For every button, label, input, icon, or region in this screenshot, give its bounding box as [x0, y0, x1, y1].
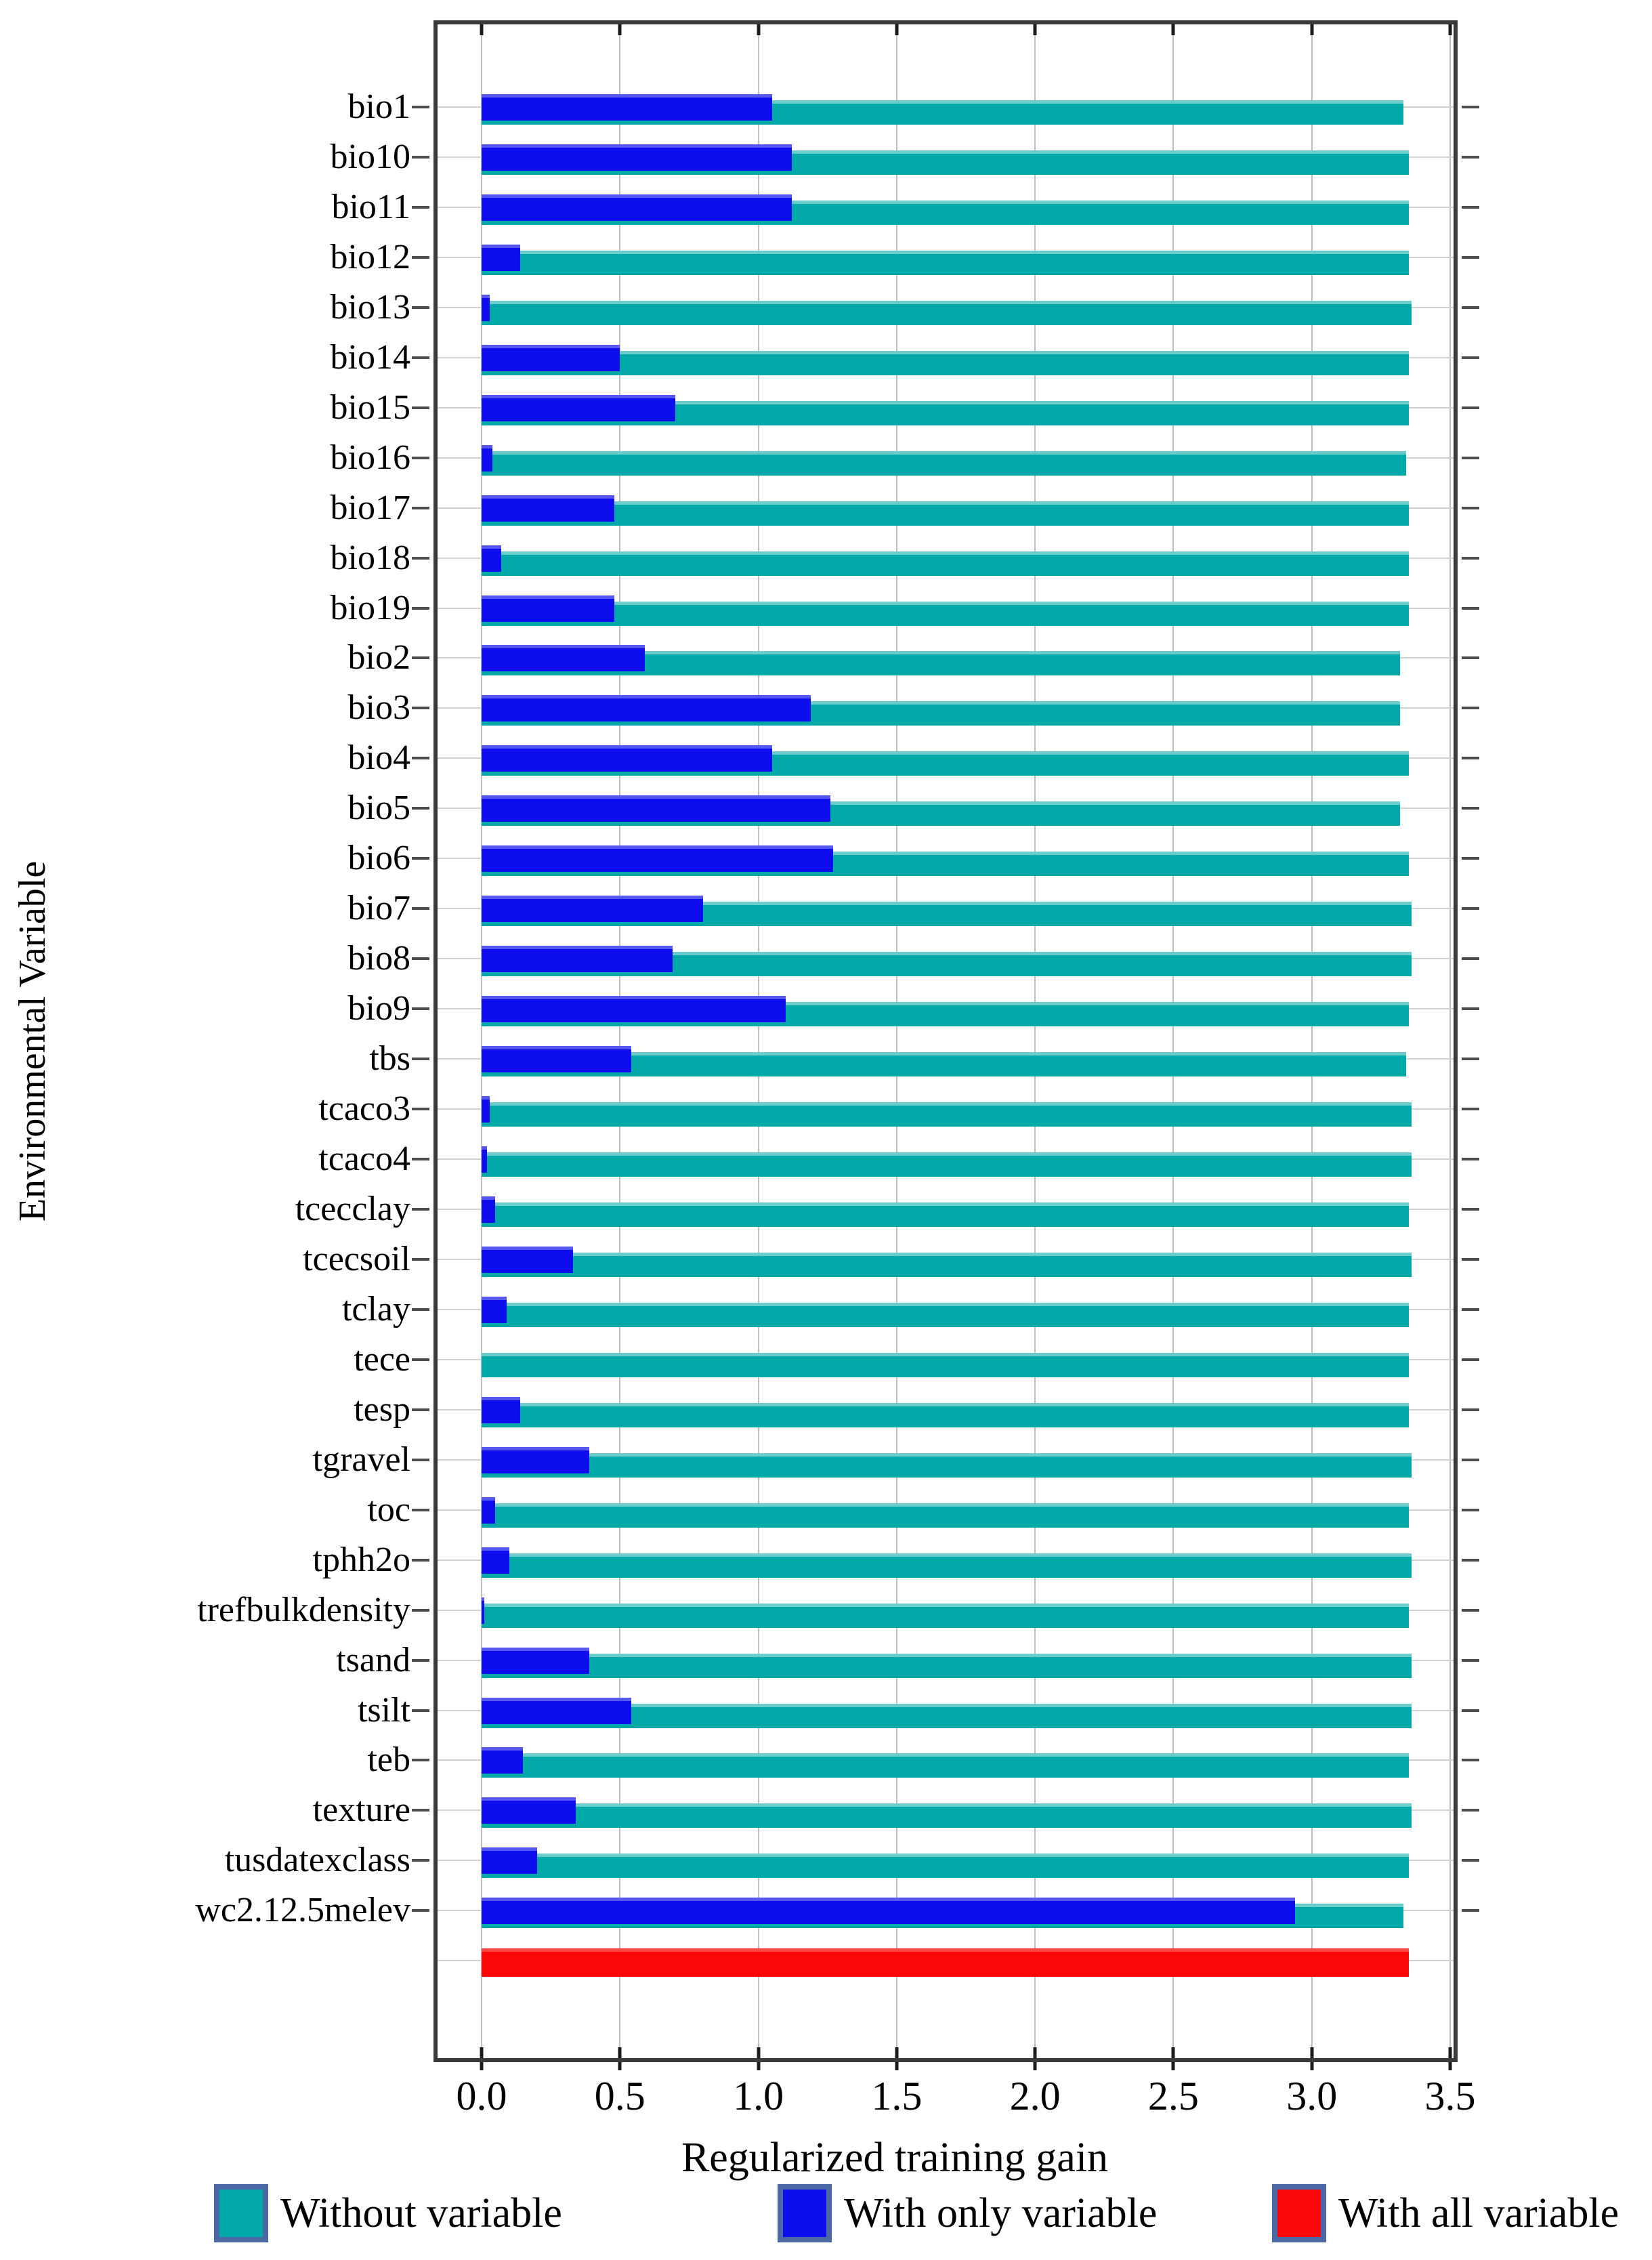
with-only-variable-bar	[482, 1397, 520, 1423]
chart-row	[312, 1540, 1454, 1590]
y-tick-mark-left	[412, 1308, 429, 1311]
y-tick-mark-left	[412, 457, 429, 459]
with-only-variable-bar	[482, 495, 614, 522]
without-variable-bar	[482, 1303, 1409, 1327]
chart-row	[347, 788, 1454, 838]
row-label: tgravel	[312, 1440, 410, 1479]
y-tick-mark-left	[412, 507, 429, 509]
without-variable-bar	[482, 1753, 1409, 1778]
x-tick-mark	[895, 2062, 898, 2070]
y-tick-mark-left	[412, 306, 429, 309]
x-tick-mark	[480, 2062, 484, 2070]
row-label: bio8	[347, 939, 410, 978]
row-label: tbs	[369, 1039, 410, 1079]
without-variable-bar	[482, 1604, 1409, 1628]
chart-row	[347, 838, 1454, 888]
with-all-variable-bar	[482, 1948, 1409, 1977]
y-tick-mark-right	[1462, 1509, 1479, 1511]
row-label: tcaco3	[318, 1089, 410, 1129]
chart-row	[347, 938, 1454, 988]
without-variable-bar	[482, 1854, 1409, 1878]
row-label: bio11	[331, 187, 410, 226]
with-only-variable-bar	[482, 1797, 576, 1824]
with-only-variable-bar	[482, 1046, 631, 1072]
x-tick-label: 0.0	[456, 2074, 507, 2118]
y-tick-mark-right	[1462, 1058, 1479, 1060]
with-only-variable-bar	[482, 445, 492, 472]
row-label: wc2.12.5melev	[195, 1891, 410, 1930]
y-tick-mark-right	[1462, 607, 1479, 610]
chart-row	[438, 1940, 1454, 1990]
without-variable-bar	[482, 351, 1409, 375]
y-tick-mark-right	[1462, 1007, 1479, 1010]
legend-label: With only variable	[844, 2190, 1158, 2236]
y-tick-mark-right	[1462, 1358, 1479, 1361]
row-label: tcaco4	[318, 1139, 410, 1179]
x-tick-mark	[480, 24, 484, 35]
chart-row	[347, 738, 1454, 788]
without-variable-bar	[482, 251, 1409, 275]
with-only-variable-bar	[482, 1297, 507, 1323]
with-only-variable-bar	[482, 1096, 490, 1123]
row-label: toc	[367, 1490, 410, 1529]
row-label: bio12	[330, 237, 410, 276]
y-tick-mark-right	[1462, 557, 1479, 560]
with-only-variable-bar	[482, 1747, 523, 1774]
with-only-variable-bar	[482, 1447, 589, 1473]
with-only-variable-bar	[482, 645, 645, 671]
chart-row	[354, 1389, 1454, 1440]
x-tick-mark	[1449, 24, 1452, 35]
row-label: tsand	[336, 1640, 410, 1679]
chart-row	[347, 87, 1454, 137]
with-only-variable-bar	[482, 896, 703, 922]
x-tick-label: 1.0	[733, 2074, 784, 2118]
with-only-variable-bar	[482, 996, 786, 1022]
chart-row	[318, 1139, 1454, 1189]
y-tick-mark-left	[412, 957, 429, 960]
y-tick-mark-right	[1462, 507, 1479, 509]
with-only-variable-bar	[482, 1847, 537, 1874]
y-tick-mark-right	[1462, 907, 1479, 910]
without-variable-bar	[482, 1803, 1412, 1828]
chart-row	[224, 1840, 1454, 1890]
row-label: bio16	[330, 438, 410, 477]
x-tick-mark	[757, 2062, 760, 2070]
without-variable-bar	[482, 551, 1409, 576]
y-tick-mark-right	[1462, 256, 1479, 259]
y-tick-mark-left	[412, 1809, 429, 1812]
chart-row	[357, 1690, 1454, 1740]
row-label: bio18	[330, 538, 410, 577]
with-only-variable-bar	[482, 1247, 573, 1273]
without-variable-bar	[482, 1353, 1409, 1377]
legend-item-with-only-variable	[778, 2184, 1157, 2242]
y-tick-mark-left	[412, 1408, 429, 1411]
y-tick-mark-left	[412, 406, 429, 409]
y-tick-mark-right	[1462, 306, 1479, 309]
row-label: bio13	[330, 287, 410, 327]
with-only-variable-bar	[482, 745, 772, 772]
row-label: bio1	[347, 87, 410, 126]
chart-row	[312, 1790, 1454, 1840]
chart-row	[330, 237, 1454, 287]
y-tick-mark-left	[412, 1058, 429, 1060]
without-variable-bar	[482, 1503, 1409, 1528]
y-tick-mark-left	[412, 656, 429, 659]
y-tick-mark-right	[1462, 1709, 1479, 1712]
x-tick-mark	[1449, 2047, 1452, 2058]
chart-row	[369, 1039, 1454, 1089]
legend-item-with-all-variable	[1272, 2184, 1619, 2242]
chart-row	[347, 888, 1454, 938]
without-variable-bar	[482, 1253, 1412, 1277]
with-only-variable-bar	[482, 345, 620, 371]
y-tick-mark-left	[412, 907, 429, 910]
y-tick-mark-right	[1462, 356, 1479, 359]
with-only-variable-bar	[482, 595, 614, 622]
row-label: bio3	[347, 688, 410, 728]
legend-label: Without variable	[280, 2190, 562, 2236]
y-tick-mark-right	[1462, 457, 1479, 459]
row-label: tsilt	[357, 1690, 410, 1730]
y-tick-mark-right	[1462, 1809, 1479, 1812]
with-only-variable-bar	[482, 94, 772, 121]
chart-row	[354, 1339, 1454, 1389]
chart-row	[331, 187, 1454, 237]
y-tick-mark-right	[1462, 1308, 1479, 1311]
y-tick-mark-right	[1462, 1559, 1479, 1562]
y-tick-mark-left	[412, 857, 429, 860]
chart-row	[347, 988, 1454, 1039]
y-tick-mark-left	[412, 707, 429, 709]
with-only-variable-bar	[482, 545, 501, 572]
x-tick-label: 3.0	[1286, 2074, 1338, 2118]
with-only-variable-bar	[482, 946, 673, 972]
chart-row	[330, 438, 1454, 488]
x-tick-mark	[757, 24, 760, 35]
chart-row	[330, 337, 1454, 388]
chart-row	[318, 1089, 1454, 1139]
x-tick-mark	[757, 2047, 760, 2058]
y-tick-mark-right	[1462, 957, 1479, 960]
x-tick-label: 3.5	[1424, 2074, 1476, 2118]
chart-row	[347, 637, 1454, 688]
row-label: tesp	[354, 1389, 410, 1429]
y-tick-mark-left	[412, 1158, 429, 1160]
x-tick-mark	[895, 24, 898, 35]
without-variable-bar	[482, 1453, 1412, 1478]
y-tick-mark-right	[1462, 707, 1479, 709]
y-tick-mark-left	[412, 1609, 429, 1612]
chart-row	[330, 588, 1454, 638]
y-tick-mark-left	[412, 356, 429, 359]
row-label: texture	[312, 1791, 410, 1830]
row-label: tclay	[341, 1289, 410, 1328]
y-tick-mark-right	[1462, 807, 1479, 810]
with-only-variable-bar	[482, 245, 520, 271]
row-label: bio14	[330, 337, 410, 377]
x-tick-label: 1.5	[871, 2074, 923, 2118]
row-label: tcecclay	[295, 1189, 410, 1228]
row-label: bio9	[347, 989, 410, 1028]
without-variable-bar	[482, 1202, 1409, 1227]
y-tick-mark-right	[1462, 1408, 1479, 1411]
chart-row	[367, 1490, 1454, 1540]
chart-row	[303, 1239, 1454, 1289]
y-tick-mark-right	[1462, 1258, 1479, 1261]
with-only-variable-swatch-icon	[778, 2184, 832, 2242]
x-tick-mark	[1034, 2047, 1037, 2058]
without-variable-bar	[482, 501, 1409, 526]
with-only-variable-bar	[482, 1698, 631, 1724]
y-tick-mark-right	[1462, 206, 1479, 209]
x-tick-mark	[618, 2047, 622, 2058]
x-tick-mark	[618, 2062, 622, 2070]
y-tick-mark-right	[1462, 1609, 1479, 1612]
y-tick-mark-right	[1462, 1459, 1479, 1461]
y-tick-mark-right	[1462, 857, 1479, 860]
x-tick-mark	[1172, 2062, 1175, 2070]
row-label: tphh2o	[312, 1540, 410, 1579]
y-tick-mark-left	[412, 1208, 429, 1211]
y-tick-mark-left	[412, 607, 429, 610]
row-label: bio19	[330, 588, 410, 627]
row-label: bio10	[330, 137, 410, 176]
y-tick-mark-left	[412, 1358, 429, 1361]
y-tick-mark-right	[1462, 1859, 1479, 1862]
y-tick-mark-left	[412, 1709, 429, 1712]
x-tick-mark	[480, 2047, 484, 2058]
with-only-variable-bar	[482, 194, 792, 221]
x-tick-mark	[1172, 24, 1175, 35]
legend-item-without-variable	[214, 2184, 562, 2242]
y-tick-mark-right	[1462, 656, 1479, 659]
with-only-variable-bar	[482, 845, 833, 872]
y-tick-mark-right	[1462, 156, 1479, 159]
y-tick-mark-right	[1462, 1659, 1479, 1662]
y-axis-title: Environmental Variable	[12, 860, 54, 1222]
y-tick-mark-left	[412, 1659, 429, 1662]
chart-row	[336, 1640, 1454, 1690]
row-label: tcecsoil	[303, 1239, 410, 1278]
legend-label: With all variable	[1338, 2190, 1619, 2236]
y-tick-mark-left	[412, 1909, 429, 1912]
without-variable-bar	[482, 301, 1412, 325]
with-only-variable-bar	[482, 695, 811, 721]
row-label: teb	[367, 1740, 410, 1780]
chart-row	[367, 1740, 1454, 1790]
chart-row	[312, 1440, 1454, 1490]
chart-row	[295, 1189, 1454, 1239]
chart-row	[341, 1289, 1454, 1339]
y-tick-mark-left	[412, 206, 429, 209]
without-variable-bar	[482, 1654, 1412, 1678]
x-tick-label: 2.5	[1147, 2074, 1199, 2118]
y-tick-mark-right	[1462, 1208, 1479, 1211]
row-label: bio15	[330, 388, 410, 427]
row-label: tece	[354, 1339, 410, 1379]
chart-row	[330, 137, 1454, 187]
row-label: bio17	[330, 488, 410, 527]
y-tick-mark-left	[412, 1007, 429, 1010]
row-label: bio2	[347, 638, 410, 677]
row-label: trefbulkdensity	[197, 1590, 410, 1629]
plot-area	[195, 20, 1476, 2181]
chart-row	[195, 1890, 1454, 1940]
y-tick-mark-left	[412, 256, 429, 259]
bar-rows-container	[195, 87, 1454, 1990]
y-tick-mark-left	[412, 156, 429, 159]
y-tick-mark-right	[1462, 1108, 1479, 1110]
row-label: tusdatexclass	[224, 1841, 410, 1880]
y-tick-mark-right	[1462, 106, 1479, 108]
without-variable-bar	[482, 1553, 1412, 1578]
y-tick-mark-left	[412, 1559, 429, 1562]
chart-row	[330, 287, 1454, 337]
with-only-variable-bar	[482, 1898, 1295, 1924]
y-tick-mark-left	[412, 1759, 429, 1761]
chart-row	[197, 1590, 1454, 1640]
x-tick-mark	[1310, 2047, 1313, 2058]
row-label: bio4	[347, 738, 410, 778]
y-tick-mark-left	[412, 757, 429, 759]
with-only-variable-bar	[482, 295, 490, 321]
with-only-variable-bar	[482, 1497, 495, 1524]
x-tick-mark	[618, 24, 622, 35]
without-variable-bar	[482, 451, 1406, 476]
x-tick-mark	[1310, 24, 1313, 35]
with-only-variable-bar	[482, 1597, 484, 1624]
with-only-variable-bar	[482, 1547, 509, 1574]
y-tick-mark-left	[412, 1509, 429, 1511]
chart-row	[330, 388, 1454, 438]
x-axis-title: Regularized training gain	[681, 2135, 1109, 2181]
with-only-variable-bar	[482, 144, 792, 171]
y-tick-mark-right	[1462, 1759, 1479, 1761]
y-tick-mark-right	[1462, 1909, 1479, 1912]
x-tick-mark	[1034, 24, 1037, 35]
without-variable-bar	[482, 1152, 1412, 1177]
y-tick-mark-left	[412, 1459, 429, 1461]
x-tick-label: 2.0	[1009, 2074, 1061, 2118]
x-tick-mark	[1449, 2062, 1452, 2070]
without-variable-bar	[482, 1403, 1409, 1427]
with-all-variable-swatch-icon	[1272, 2184, 1326, 2242]
without-variable-bar	[482, 602, 1409, 626]
without-variable-swatch-icon	[214, 2184, 268, 2242]
row-label: bio6	[347, 839, 410, 878]
with-only-variable-bar	[482, 795, 830, 822]
x-tick-mark	[895, 2047, 898, 2058]
y-tick-mark-left	[412, 1108, 429, 1110]
with-only-variable-bar	[482, 1196, 495, 1223]
y-tick-mark-left	[412, 106, 429, 108]
y-tick-mark-left	[412, 1859, 429, 1862]
with-only-variable-bar	[482, 1648, 589, 1674]
chart-row	[347, 688, 1454, 738]
row-label: bio7	[347, 889, 410, 928]
x-tick-mark	[1310, 2062, 1313, 2070]
y-tick-mark-right	[1462, 406, 1479, 409]
chart-row	[330, 488, 1454, 538]
with-only-variable-bar	[482, 1146, 487, 1173]
x-tick-mark	[1034, 2062, 1037, 2070]
without-variable-bar	[482, 1102, 1412, 1127]
chart-row	[330, 538, 1454, 588]
row-label: bio5	[347, 789, 410, 828]
y-tick-mark-left	[412, 1258, 429, 1261]
x-tick-mark	[1172, 2047, 1175, 2058]
y-tick-mark-left	[412, 557, 429, 560]
x-tick-label: 0.5	[594, 2074, 645, 2118]
y-tick-mark-left	[412, 807, 429, 810]
with-only-variable-bar	[482, 395, 675, 421]
y-tick-mark-right	[1462, 1158, 1479, 1160]
y-tick-mark-right	[1462, 757, 1479, 759]
